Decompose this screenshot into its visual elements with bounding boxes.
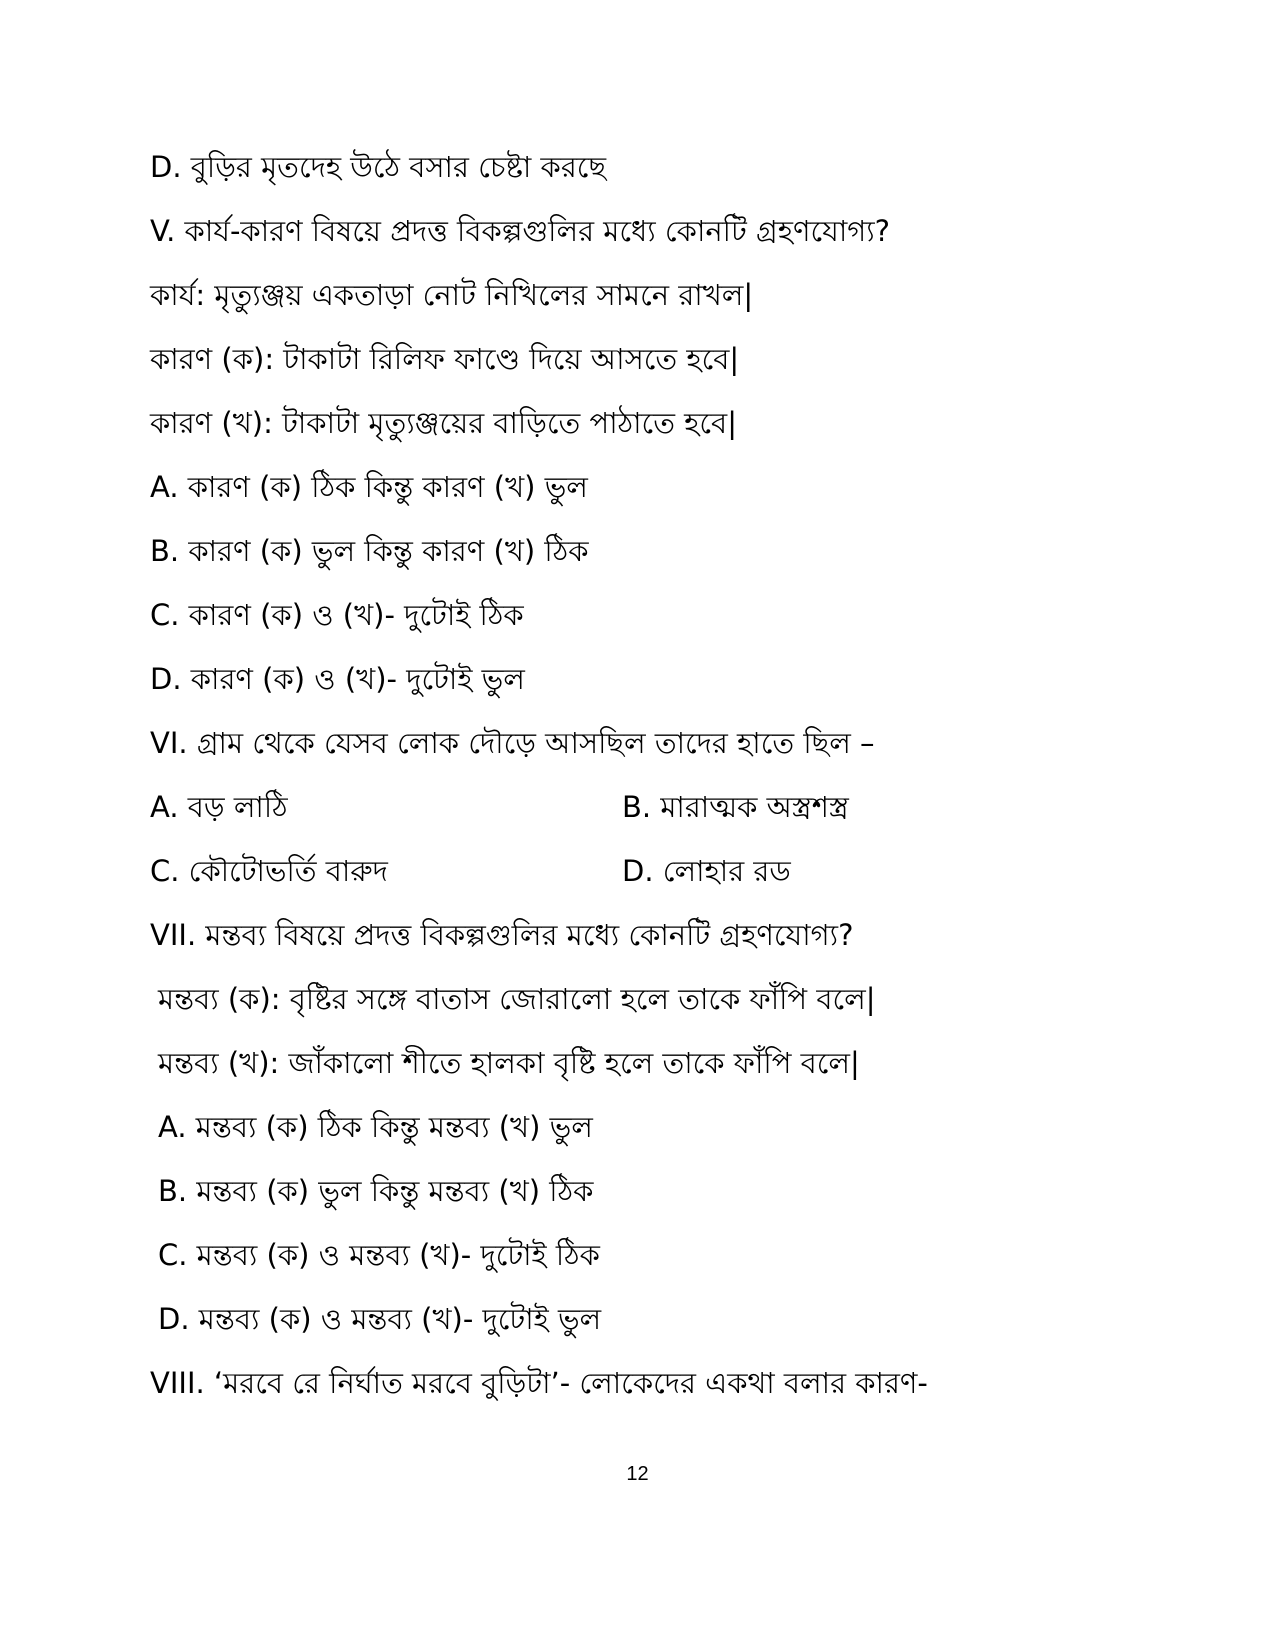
q5-option-a: A. কারণ (ক) ঠিক কিন্তু কারণ (খ) ভুল xyxy=(150,470,588,504)
q7-comment-ka: মন্তব্য (ক): বৃষ্টির সঙ্গে বাতাস জোরালো হলে তাকে ফাঁপি বলে| xyxy=(158,982,876,1016)
q7-option-d: D. মন্তব্য (ক) ও মন্তব্য (খ)- দুটোই ভুল xyxy=(158,1302,602,1336)
q7-comment-kha: মন্তব্য (খ): জাঁকালো শীতে হালকা বৃষ্টি হলে তাকে ফাঁপি বলে| xyxy=(158,1046,860,1080)
q5-option-b: B. কারণ (ক) ভুল কিন্তু কারণ (খ) ঠিক xyxy=(150,534,589,568)
q6-option-b: B. মারাত্মক অস্ত্রশস্ত্র xyxy=(622,790,849,824)
page-number: 12 xyxy=(626,1463,649,1485)
q6-option-d: D. লোহার রড xyxy=(622,854,791,888)
q5-cause-ka: কারণ (ক): টাকাটা রিলিফ ফাণ্ডে দিয়ে আসতে হবে| xyxy=(150,342,740,376)
q6-question: VI. গ্রাম থেকে যেসব লোক দৌড়ে আসছিল তাদের হাতে ছিল – xyxy=(150,726,875,760)
q7-option-a: A. মন্তব্য (ক) ঠিক কিন্তু মন্তব্য (খ) ভুল xyxy=(158,1110,593,1144)
q4-option-d: D. বুড়ির মৃতদেহ উঠে বসার চেষ্টা করছে xyxy=(150,150,607,184)
q7-option-b: B. মন্তব্য (ক) ভুল কিন্তু মন্তব্য (খ) ঠিক xyxy=(158,1174,594,1208)
q5-option-d: D. কারণ (ক) ও (খ)- দুটোই ভুল xyxy=(150,662,525,696)
q5-effect-statement: কার্য: মৃত্যুঞ্জয় একতাড়া নোট নিখিলের সামনে রাখল| xyxy=(150,278,754,312)
q6-option-c: C. কৌটোভর্তি বারুদ xyxy=(150,854,388,888)
q5-question: V. কার্য-কারণ বিষয়ে প্রদত্ত বিকল্পগুলির মধ্যে কোনটি গ্রহণযোগ্য? xyxy=(150,214,891,248)
q8-question: VIII. ‘মরবে রে নির্ঘাত মরবে বুড়িটা’- লোকেদের একথা বলার কারণ- xyxy=(150,1366,928,1400)
q6-option-a: A. বড় লাঠি xyxy=(150,790,288,824)
q7-option-c: C. মন্তব্য (ক) ও মন্তব্য (খ)- দুটোই ঠিক xyxy=(158,1238,600,1272)
q5-cause-kha: কারণ (খ): টাকাটা মৃত্যুঞ্জয়ের বাড়িতে পাঠাতে হবে| xyxy=(150,406,737,440)
q5-option-c: C. কারণ (ক) ও (খ)- দুটোই ঠিক xyxy=(150,598,524,632)
q7-question: VII. মন্তব্য বিষয়ে প্রদত্ত বিকল্পগুলির মধ্যে কোনটি গ্রহণযোগ্য? xyxy=(150,918,854,952)
